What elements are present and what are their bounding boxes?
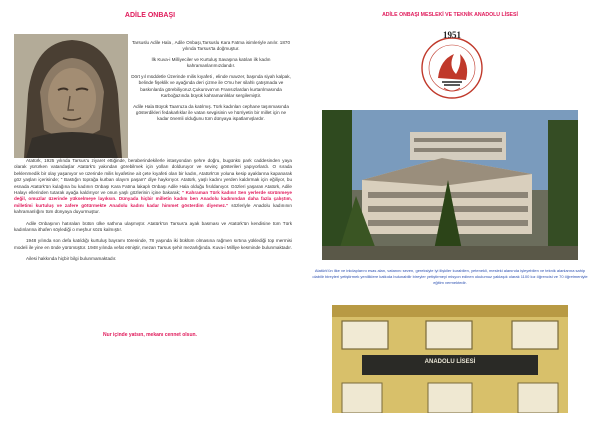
intro-paragraph: Tarsuslu Adile Hala , Adile Onbaşı,Tarsuslu Kara Fatma isimleriyle anılır. 1870 yılında Tarsus'ta doğmuştur. bbox=[131, 40, 291, 52]
ataturk-quote: " Kahraman Türk kadını! Sen yerlerde sürünmeye değil, omuzlar üzerinde yükselmeye layıksın. Dünyada hiçbir milletin kadını ben Anadolu kadınından daha fazla çalıştım, milletimi kurtuluş ve zafere götürmekte Anadolu kadını kadar himmet gösterdim diyemez." bbox=[14, 190, 292, 208]
school-entrance-photo bbox=[332, 305, 568, 413]
intro-paragraph: Dört yıl müddetle Üzerinde milis kıyafeti , elinde mavzer, başında siyah kalpak, belinde fişeklik ve ayağında deri çizme ile O'nu her silahlı çatışmada ve baskınlarda görebiliyoruz.Çukurova'nın Fransızlardan kurtarılmasında Karboğazında büyük kahramanlıklar sergilemiştir. bbox=[131, 74, 291, 98]
closing-line: Nur içinde yatsın, mekanı cennet olsun. bbox=[103, 332, 197, 338]
body-text bbox=[14, 158, 292, 268]
portrait-photo bbox=[14, 34, 128, 158]
school-building-photo bbox=[322, 110, 578, 260]
body-paragraph-text: sözleriyle Anadolu kadınının kahramanlığını tüm dünyaya duyurmuştur. bbox=[14, 202, 292, 215]
school-logo bbox=[420, 24, 484, 106]
body-paragraph bbox=[14, 158, 292, 216]
body-paragraph: Ailesi hakkında hiçbir bilgi bulunmamaktadır. bbox=[26, 256, 117, 262]
school-title: ADİLE ONBAŞI MESLEKİ VE TEKNİK ANADOLU LİSESİ bbox=[382, 12, 518, 18]
right-page bbox=[300, 0, 600, 424]
logo-year: 1951 bbox=[443, 30, 461, 40]
body-paragraph: Adile Onbaşının hatıraları bütün ülke sathına ulaşmıştır. Atatürk'ün Tarsus'a ayak basması ve Atatürk'ün kendisine tüm Türk kadınlarına ithafen söylediği o meşhur sözü kalmıştır. bbox=[14, 220, 292, 233]
school-sign-text: ANADOLU LİSESİ bbox=[424, 359, 476, 365]
body-paragraph: 1948 yılında son defa katıldığı kurtuluş bayramı töreninde, 78 yaşında iki büklüm olmasına rağmen sırtına yüklediği top mermisi modeli ile yine en önde yürümüştür. 1948 yılında vefat etmiştir, mezarı Tarsus şehir mezarlığında. Kuva-i Milliye kesminde bulunmaktadır. bbox=[14, 238, 292, 250]
intro-paragraph: İlk Kuva-i Milliyeciler ve Kurtuluş Savaşına katılan ilk kadın kahramanlarımızdandır. bbox=[151, 57, 271, 69]
page-title: ADİLE ONBAŞI bbox=[124, 12, 176, 19]
body-paragraph-text: Atatürk, 1925 yılında Tarsus'u ziyaret ettiğinde, beraberindekilerle istasyondan şehre doğru, bugünkü park caddesinden yaya olarak yürürken vatandaşlar Atatürk'ü yakından görebilmek için yolları dolduruyor ve sevinç gösterileri yapıyorlardı. O sırada beklenmedik bir olay yaşanıyor ve üzerinde milis kıyafetine ait çete kıyafeti olan bir kadın, Atatürk'ün yoluna kesip ayaklarına kapanarak göz yaşları içerisinde; " Bastığın toprağa kurban olayım paşam" diye haykırıyor. Atatürk, yaşlı kadını yerden kaldırmak için eğiliyor, bu esnada Atatürk'ün kulağına bu kadının Onbaşı Kara Fatma lakaplı Onbaşı Adile Hala olduğu fısıldanıyor. Gözleri yaşaran Atatürk, Adile Halayı ellerinden tutarak ayağa kaldırıyor ve onun yaşlı gözlerinin içine bakarak; bbox=[14, 158, 292, 196]
intro-text bbox=[130, 40, 292, 127]
school-mission-caption: Atatürk'ün ilke ve inkılaplarını esas alan, vatanını seven, gereksiyle iyi ilişkiler kurabilen, yetenekli, mesleki alanında işleyebilen ve teknik alanlarına sahip olabilir bireyleri yetiştirmek yeniliklere katkıda bulunabilir bireyler yetiştirmeyi misyon edinen okulumuz yaklaşık olarak 1100 kız öğrencisi ve 70 öğretmeniyle eğitim vermektedir. bbox=[312, 268, 588, 285]
intro-paragraph: Adile Hala Büyük Taarruza da katılmış. Türk kadınları cephane taşınmasında gösterdikleri fedakarlıklar ile vatan sevgisinin ve hürriyetin bir millet için ne kadar önemli olduğunu tüm dünyaya ispatlamışlardır. bbox=[133, 103, 289, 121]
